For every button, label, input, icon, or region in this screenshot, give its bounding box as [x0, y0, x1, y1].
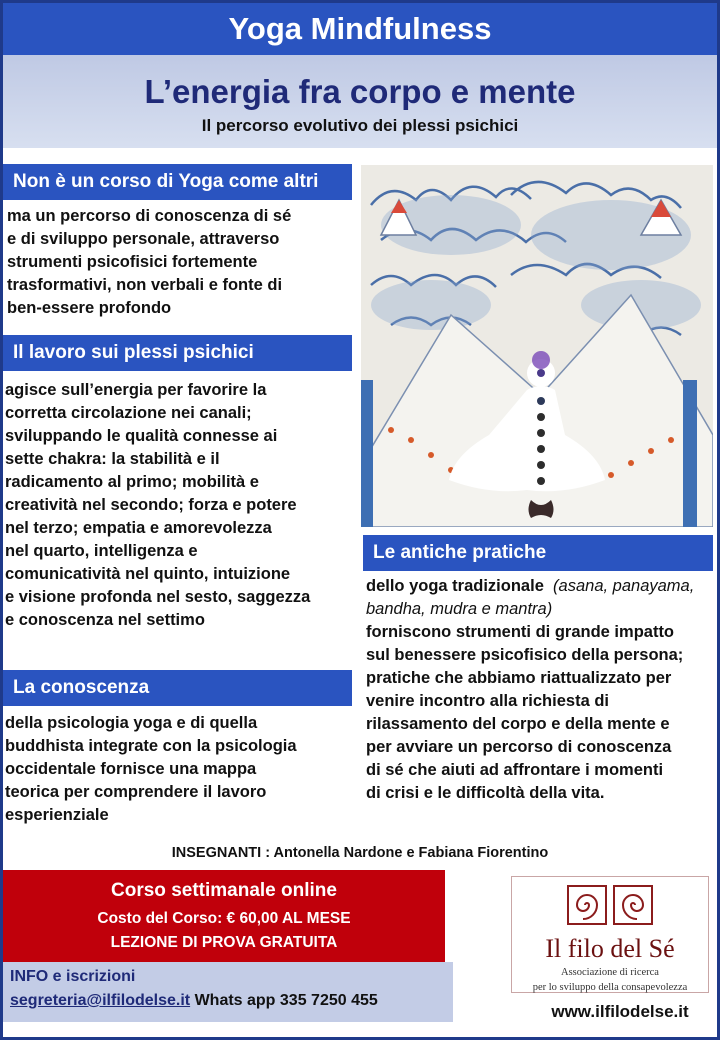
website-link[interactable]: www.ilfilodelse.it — [551, 1002, 689, 1021]
text-line: creatività nel secondo; forza e potere — [5, 496, 297, 514]
logo-name: Il filo del Sé — [545, 934, 675, 963]
meditation-illustration — [361, 165, 713, 527]
info-box — [3, 962, 453, 1022]
text-line: ma un percorso di conoscenza di sé — [7, 207, 292, 225]
text-line: forniscono strumenti di grande impatto — [366, 623, 675, 641]
text-line: della psicologia yoga e di quella — [5, 714, 258, 732]
section-body-psychic-plexuses — [5, 379, 355, 632]
text-line: buddhista integrate con la psicologia — [5, 737, 297, 755]
text-line: venire incontro alla richiesta di — [366, 692, 609, 710]
text-line: e di sviluppo personale, attraverso — [7, 230, 280, 248]
main-subtitle: L’energia fra corpo e mente — [144, 73, 576, 110]
text-line: sviluppando le qualità connesse ai — [5, 427, 278, 445]
text-line: e visione profonda nel sesto, saggezza — [5, 588, 311, 606]
section-heading-psychic-plexuses: Il lavoro sui plessi psichici — [3, 335, 352, 371]
section-body-ancient-practices — [366, 575, 716, 805]
text-line: strumenti psicofisici fortemente — [7, 253, 258, 271]
meditation-figure-image — [361, 165, 713, 527]
text-line: agisce sull’energia per favorire la — [5, 381, 267, 399]
text-line: di crisi e le difficoltà della vita. — [366, 784, 605, 802]
text-line: e conoscenza nel settimo — [5, 611, 205, 629]
spiral-logo-icon — [565, 883, 655, 927]
text-line: corretta circolazione nei canali; — [5, 404, 252, 422]
page-title: Yoga Mindfulness — [3, 3, 717, 55]
text-line: di sé che aiuti ad affrontare i momenti — [366, 761, 664, 779]
intro-text: dello yoga tradizionale — [366, 577, 544, 595]
section-heading-ancient-practices: Le antiche pratiche — [363, 535, 713, 571]
text-line: pratiche che abbiamo riattualizzato per — [366, 669, 672, 687]
subtitle-band — [3, 55, 717, 148]
text-line: nel quarto, intelligenza e — [5, 542, 198, 560]
text-line: teorica per comprendere il lavoro — [5, 783, 267, 801]
info-title: INFO e iscrizioni — [10, 968, 136, 985]
text-line: ben-essere profondo — [7, 299, 172, 317]
section-body-not-a-course — [7, 205, 352, 320]
text-line: trasformativi, non verbali e fonte di — [7, 276, 283, 294]
section-heading-not-a-course: Non è un corso di Yoga come altri — [3, 164, 352, 200]
text-line: sul benessere psicofisico della persona; — [366, 646, 684, 664]
tagline: Il percorso evolutivo dei plessi psichici — [201, 116, 519, 135]
text-line — [366, 575, 716, 621]
course-cost: Costo del Corso: € 60,00 AL MESE — [97, 910, 351, 927]
logo-tagline-1: Associazione di ricerca — [561, 967, 659, 978]
section-heading-knowledge: La conoscenza — [3, 670, 352, 706]
teachers-line: INSEGNANTI : Antonella Nardone e Fabiana Fiorentino — [171, 845, 549, 861]
text-line: rilassamento del corpo e della mente e — [366, 715, 670, 733]
logo — [511, 876, 709, 993]
logo-tagline-2: per lo sviluppo della consapevolezza — [532, 982, 688, 993]
whatsapp-number: Whats app 335 7250 455 — [194, 992, 378, 1009]
contact-row — [10, 992, 453, 1010]
text-line: radicamento al primo; mobilità e — [5, 473, 259, 491]
email-link[interactable]: segreteria@ilfilodelse.it — [10, 992, 191, 1009]
text-line: sette chakra: la stabilità e il — [5, 450, 220, 468]
trial-lesson: LEZIONE DI PROVA GRATUITA — [110, 934, 338, 951]
practices-list: (asana, panayama, bandha, mudra e mantra) — [366, 577, 695, 618]
text-line: nel terzo; empatia e amorevolezza — [5, 519, 272, 537]
text-line: occidentale fornisce una mappa — [5, 760, 257, 778]
text-line: esperienziale — [5, 806, 109, 824]
course-box — [3, 870, 445, 962]
text-line: per avviare un percorso di conoscenza — [366, 738, 672, 756]
text-line: comunicatività nel quinto, intuizione — [5, 565, 291, 583]
section-body-knowledge — [5, 712, 355, 827]
course-title: Corso settimanale online — [111, 880, 337, 901]
